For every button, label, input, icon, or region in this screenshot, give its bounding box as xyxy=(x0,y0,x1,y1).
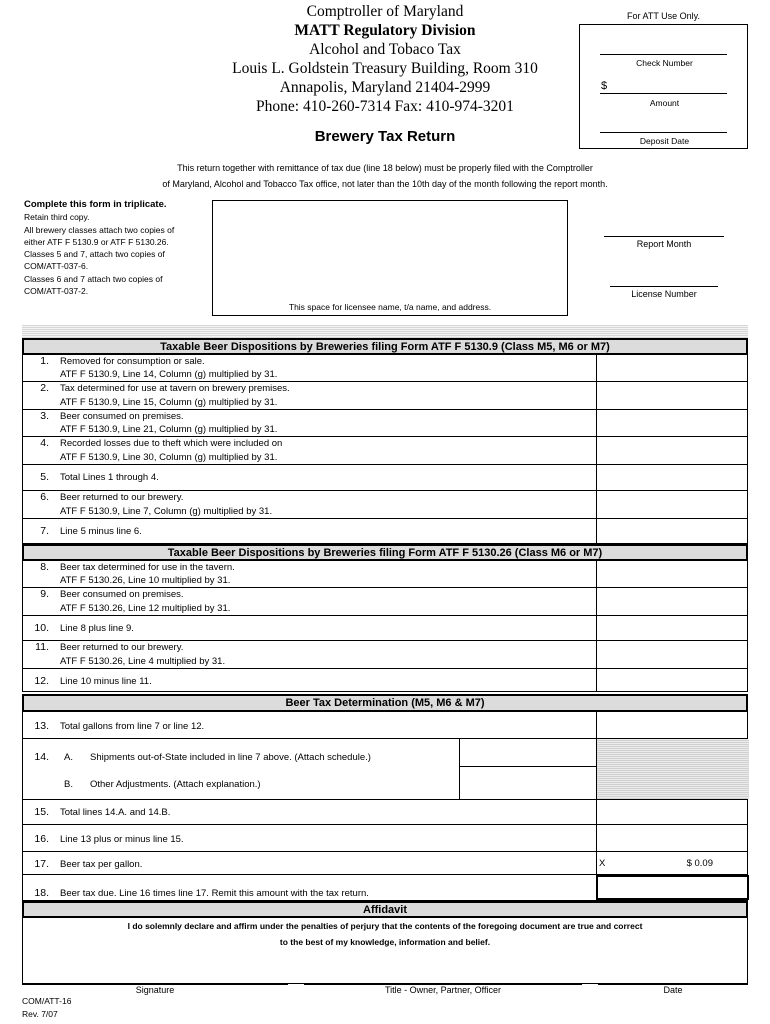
line-number: 1. xyxy=(40,355,49,367)
line-7-row xyxy=(22,519,748,544)
notice-line-1: This return together with remittance of tax due (line 18 below) must be properly filed with the Comptroller xyxy=(177,163,593,173)
line-text: Beer consumed on premises. xyxy=(60,589,184,600)
line-13-amount[interactable] xyxy=(596,712,749,738)
amount-line[interactable] xyxy=(600,93,727,94)
line-14a-label: A. xyxy=(64,752,73,763)
line-text: Line 5 minus line 6. xyxy=(60,526,142,537)
check-number-label: Check Number xyxy=(636,58,693,68)
licensee-box-caption: This space for licensee name, t/a name, and address. xyxy=(288,302,492,312)
line-text: Recorded losses due to theft which were included on xyxy=(60,438,283,449)
line-number: 8. xyxy=(40,561,49,573)
line-subtext: ATF F 5130.9, Line 15, Column (g) multiplied by 31. xyxy=(60,397,278,408)
line-2-amount[interactable] xyxy=(596,382,749,409)
instruction-line: Retain third copy. xyxy=(24,212,90,223)
shaded-band xyxy=(22,325,748,338)
line-text: Line 8 plus line 9. xyxy=(60,623,134,634)
line-number: 3. xyxy=(40,410,49,422)
line-18-row xyxy=(22,875,748,901)
att-use-title: For ATT Use Only. xyxy=(626,11,700,21)
report-month-label: Report Month xyxy=(636,239,692,249)
report-month-line[interactable] xyxy=(604,236,724,237)
line-text: Removed for consumption or sale. xyxy=(60,356,205,367)
phone-fax: Phone: 410-260-7314 Fax: 410-974-3201 xyxy=(256,98,514,115)
line-8-amount[interactable] xyxy=(596,561,749,587)
line-subtext: ATF F 5130.9, Line 21, Column (g) multiplied by 31. xyxy=(60,424,278,435)
line-number: 16. xyxy=(34,833,49,845)
line-text: Beer tax determined for use in the tavern. xyxy=(60,562,235,573)
line-number: 9. xyxy=(40,588,49,600)
line-9-amount[interactable] xyxy=(596,588,749,615)
instruction-line: Classes 6 and 7 attach two copies of xyxy=(24,273,163,284)
line-subtext: ATF F 5130.26, Line 12 multiplied by 31. xyxy=(60,603,231,614)
tax-rate: $ 0.09 xyxy=(686,858,713,869)
unit-name: Alcohol and Tobaco Tax xyxy=(309,41,461,58)
line-7-amount[interactable] xyxy=(596,519,749,543)
licensee-address-box[interactable] xyxy=(212,200,568,316)
line-13-row xyxy=(22,712,748,739)
line-number: 15. xyxy=(34,806,49,818)
section1-header: Taxable Beer Dispositions by Breweries filing Form ATF F 5130.9 (Class M5, M6 or M7) xyxy=(22,338,748,355)
instruction-line: COM/ATT-037-6. xyxy=(24,261,89,272)
line-subtext: ATF F 5130.9, Line 30, Column (g) multiplied by 31. xyxy=(60,452,278,463)
line-12-row xyxy=(22,669,748,692)
line-8-row xyxy=(22,561,748,588)
line-text: Line 13 plus or minus line 15. xyxy=(60,834,184,845)
date-label: Date xyxy=(663,985,683,995)
license-number-label: License Number xyxy=(631,289,697,299)
title-label: Title - Owner, Partner, Officer xyxy=(384,985,502,995)
line-16-amount[interactable] xyxy=(596,825,749,851)
line-subtext: ATF F 5130.26, Line 10 multiplied by 31. xyxy=(60,575,231,586)
line-number: 6. xyxy=(40,491,49,503)
line-3-row xyxy=(22,410,748,437)
affidavit-box xyxy=(22,918,748,984)
signature-label: Signature xyxy=(135,985,175,995)
line-text: Beer consumed on premises. xyxy=(60,411,184,422)
line-4-row xyxy=(22,437,748,465)
line-number: 14. xyxy=(34,751,49,763)
building-address: Louis L. Goldstein Treasury Building, Room 310 xyxy=(232,60,538,77)
line-14-shaded-cell xyxy=(596,739,749,799)
license-number-line[interactable] xyxy=(610,286,718,287)
line-number: 4. xyxy=(40,437,49,449)
line-number: 7. xyxy=(40,525,49,537)
line-number: 11. xyxy=(35,641,49,653)
line-number: 5. xyxy=(40,471,49,483)
line-5-amount[interactable] xyxy=(596,465,749,490)
line-14b-text: Other Adjustments. (Attach explanation.) xyxy=(90,779,261,790)
line-16-row xyxy=(22,825,748,852)
line-text: Total gallons from line 7 or line 12. xyxy=(60,721,205,732)
deposit-date-line[interactable] xyxy=(600,132,727,133)
line-14-row xyxy=(22,739,748,800)
line-subtext: ATF F 5130.9, Line 14, Column (g) multiplied by 31. xyxy=(60,369,278,380)
affidavit-line-1: I do solemnly declare and affirm under the penalties of perjury that the contents of the foregoing document are true and correct xyxy=(127,921,643,931)
line-subtext: ATF F 5130.9, Line 7, Column (g) multiplied by 31. xyxy=(60,506,273,517)
line-text: Beer tax per gallon. xyxy=(60,859,143,870)
line-15-row xyxy=(22,800,748,825)
line-text: Total Lines 1 through 4. xyxy=(60,472,159,483)
line-14a-text: Shipments out-of-State included in line 7 above. (Attach schedule.) xyxy=(90,752,371,763)
check-number-line[interactable] xyxy=(600,54,727,55)
form-title: Brewery Tax Return xyxy=(314,128,456,145)
agency-name: Comptroller of Maryland xyxy=(306,3,464,20)
line-14b-amount[interactable] xyxy=(459,767,596,799)
line-17-rate-cell xyxy=(596,852,749,874)
line-14a-amount[interactable] xyxy=(459,739,596,767)
instructions-heading: Complete this form in triplicate. xyxy=(24,199,167,210)
division-name: MATT Regulatory Division xyxy=(294,22,476,39)
line-6-amount[interactable] xyxy=(596,491,749,518)
line-6-row xyxy=(22,491,748,519)
line-text: Line 10 minus line 11. xyxy=(60,676,152,687)
instructions xyxy=(24,199,214,297)
line-5-row xyxy=(22,465,748,491)
line-3-amount[interactable] xyxy=(596,410,749,436)
multiply-symbol: X xyxy=(599,858,606,869)
line-text: Beer returned to our brewery. xyxy=(60,492,184,503)
line-4-amount[interactable] xyxy=(596,437,749,464)
line-2-row xyxy=(22,382,748,410)
line-11-amount[interactable] xyxy=(596,641,749,668)
line-text: Tax determined for use at tavern on brewery premises. xyxy=(60,383,290,394)
line-12-amount[interactable] xyxy=(596,669,749,691)
line-9-row xyxy=(22,588,748,616)
line-1-row xyxy=(22,355,748,382)
amount-label: Amount xyxy=(649,98,680,108)
affidavit-header: Affidavit xyxy=(22,901,748,918)
city-address: Annapolis, Maryland 21404-2999 xyxy=(279,79,491,96)
deposit-date-label: Deposit Date xyxy=(639,136,690,146)
line-number: 2. xyxy=(40,382,49,394)
notice-line-2: of Maryland, Alcohol and Tobacco Tax office, not later than the 10th day of the month following the report month. xyxy=(162,179,608,189)
att-use-box xyxy=(579,24,748,149)
form-id: COM/ATT-16 xyxy=(22,996,72,1006)
instruction-line: COM/ATT-037-2. xyxy=(24,286,89,297)
line-text: Beer tax due. Line 16 times line 17. Remit this amount with the tax return. xyxy=(60,888,369,899)
line-10-row xyxy=(22,616,748,641)
line-number: 13. xyxy=(34,720,49,732)
line-text: Beer returned to our brewery. xyxy=(60,642,184,653)
line-subtext: ATF F 5130.26, Line 4 multiplied by 31. xyxy=(60,656,226,667)
instruction-line: either ATF F 5130.9 or ATF F 5130.26. xyxy=(24,236,169,247)
line-text: Total lines 14.A. and 14.B. xyxy=(60,807,171,818)
section2-header: Taxable Beer Dispositions by Breweries filing Form ATF F 5130.26 (Class M6 or M7) xyxy=(22,544,748,561)
dollar-sign: $ xyxy=(601,80,608,92)
section3-header: Beer Tax Determination (M5, M6 & M7) xyxy=(22,694,748,712)
line-15-amount[interactable] xyxy=(596,800,749,824)
line-number: 10. xyxy=(34,622,49,634)
instruction-line: All brewery classes attach two copies of xyxy=(24,224,175,235)
line-11-row xyxy=(22,641,748,669)
instruction-line: Classes 5 and 7, attach two copies of xyxy=(24,249,165,260)
line-1-amount[interactable] xyxy=(596,355,749,381)
line-10-amount[interactable] xyxy=(596,616,749,640)
line-number: 12. xyxy=(34,675,49,687)
form-revision: Rev. 7/07 xyxy=(22,1009,58,1019)
line-14b-label: B. xyxy=(64,779,73,790)
line-18-tax-due[interactable] xyxy=(596,875,749,900)
line-number: 17. xyxy=(34,858,49,870)
line-number: 18. xyxy=(34,887,49,899)
line-17-row xyxy=(22,852,748,875)
affidavit-line-2: to the best of my knowledge, information and belief. xyxy=(279,937,491,947)
